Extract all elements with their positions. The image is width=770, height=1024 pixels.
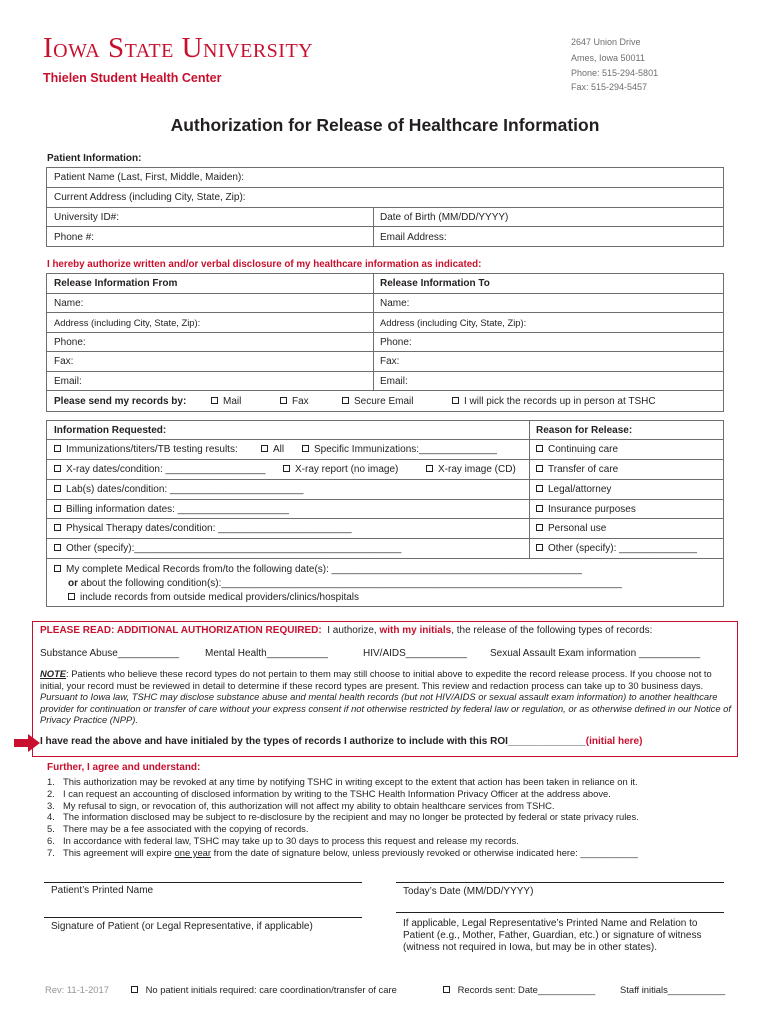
from-name-field[interactable]: Name: (54, 297, 84, 309)
form-title: Authorization for Release of Healthcare Information (170, 115, 600, 135)
checkbox[interactable] (426, 465, 433, 472)
authorize-heading: I hereby authorize written and/or verbal disclosure of my healthcare information as indicated: (47, 259, 482, 270)
patient-info-table (46, 167, 724, 247)
checkbox[interactable] (261, 445, 268, 452)
complete-records-option[interactable]: My complete Medical Records from/to the following date(s): _____________________________________________ (54, 564, 582, 575)
release-from-heading: Release Information From (54, 278, 178, 289)
university-id-field[interactable]: University ID#: (54, 211, 120, 223)
health-center-name: Thielen Student Health Center (43, 71, 222, 85)
checkbox[interactable] (54, 485, 61, 492)
sexual-assault-initials[interactable]: Sexual Assault Exam information ___________ (490, 648, 701, 659)
immunizations-option[interactable]: Immunizations/titers/TB testing results: (47, 440, 238, 459)
checkbox[interactable] (280, 397, 287, 404)
info-requested-heading: Information Requested: (54, 424, 167, 436)
phone-field[interactable]: Phone #: (54, 231, 95, 243)
checkbox[interactable] (131, 986, 138, 993)
records-sent-field[interactable]: Records sent: Date___________ (443, 984, 595, 995)
checkbox[interactable] (443, 986, 450, 993)
checkbox[interactable] (54, 505, 61, 512)
staff-initials-field[interactable]: Staff initials___________ (620, 984, 726, 995)
send-records-label: Please send my records by: (54, 396, 187, 407)
checkbox[interactable] (452, 397, 459, 404)
additional-heading: PLEASE READ: ADDITIONAL AUTHORIZATION REQUIRED: I authorize, with my initials, the release of the following types of records: (40, 625, 653, 636)
from-fax-field[interactable]: Fax: (54, 356, 74, 367)
to-name-field[interactable]: Name: (380, 297, 410, 309)
list-item: 1. This authorization may be revoked at any time by notifying TSHC in writing except to the extent that action has been taken in reliance on it. (47, 776, 638, 787)
to-fax-field[interactable]: Fax: (380, 356, 400, 367)
checkbox[interactable] (54, 445, 61, 452)
mental-health-initials[interactable]: Mental Health___________ (205, 648, 328, 659)
dob-field[interactable]: Date of Birth (MM/DD/YYYY) (380, 211, 509, 223)
checkbox[interactable] (54, 544, 61, 551)
list-item: 4. The information disclosed may be subject to re-disclosure by the recipient and may no longer be protected by federal or state privacy rules. (47, 811, 639, 823)
to-address-field[interactable]: Address (including City, State, Zip): (380, 317, 527, 328)
current-address-field[interactable]: Current Address (including City, State, Zip): (54, 192, 246, 203)
list-item: 6. In accordance with federal law, TSHC may take up to 30 days to process this request and release my records. (47, 834, 519, 846)
address-fax: Fax: 515-294-5457 (571, 82, 648, 92)
xray-report-option[interactable]: X-ray report (no image) (276, 460, 398, 479)
immunizations-all-option[interactable]: All (254, 440, 284, 459)
reason-legal[interactable]: Legal/attorney (529, 480, 611, 499)
checkbox[interactable] (536, 524, 543, 531)
xray-dates-option[interactable]: X-ray dates/condition: __________________ (47, 460, 266, 479)
checkbox[interactable] (283, 465, 290, 472)
address-city: Ames, Iowa 50011 (571, 53, 645, 63)
substance-abuse-initials[interactable]: Substance Abuse___________ (40, 648, 180, 659)
checkbox[interactable] (54, 465, 61, 472)
send-secure-email-option[interactable]: Secure Email (335, 391, 413, 412)
reason-transfer-of-care[interactable]: Transfer of care (529, 460, 618, 479)
from-phone-field[interactable]: Phone: (54, 336, 86, 348)
from-address-field[interactable]: Address (including City, State, Zip): (54, 317, 201, 328)
release-table (46, 273, 724, 412)
reason-continuing-care[interactable]: Continuing care (529, 440, 618, 459)
reason-heading: Reason for Release: (536, 424, 633, 436)
patient-info-heading: Patient Information: (47, 153, 142, 164)
printed-name-label: Patient’s Printed Name (51, 885, 154, 896)
to-phone-field[interactable]: Phone: (380, 336, 412, 348)
other-info-option[interactable]: Other (specify):________________________________________________ (47, 539, 401, 558)
checkbox[interactable] (342, 397, 349, 404)
checkbox[interactable] (68, 593, 75, 600)
checkbox[interactable] (536, 505, 543, 512)
send-mail-option[interactable]: Mail (204, 391, 241, 412)
representative-label: If applicable, Legal Representative’s Printed Name and Relation to Patient (e.g., Mother, Father, Guardian, etc.) or signature of witness (witness not required in Iowa, but may be in other states). (403, 918, 702, 953)
reason-personal-use[interactable]: Personal use (529, 519, 606, 538)
checkbox[interactable] (536, 445, 543, 452)
send-fax-option[interactable]: Fax (273, 391, 309, 412)
patient-name-field[interactable]: Patient Name (Last, First, Middle, Maiden): (54, 172, 245, 183)
list-item[interactable]: 7. This agreement will expire one year from the date of signature below, unless previously revoked or otherwise indicated here: ___________ (47, 846, 638, 858)
list-item: 2. I can request an accounting of disclosed information by writing to the TSHC Health Information Privacy Officer at the address above. (47, 787, 611, 799)
info-requested-table (46, 420, 724, 607)
confirm-initials-line[interactable]: I have read the above and have initialed by the types of records I authorize to include with this ROI______________(initial here) (40, 736, 643, 747)
labs-option[interactable]: Lab(s) dates/condition: ________________________ (47, 480, 303, 499)
checkbox[interactable] (536, 544, 543, 551)
todays-date-line[interactable] (396, 882, 724, 883)
from-email-field[interactable]: Email: (54, 375, 82, 387)
reason-insurance[interactable]: Insurance purposes (529, 500, 636, 518)
checkbox[interactable] (54, 565, 61, 572)
condition-field[interactable]: or about the following condition(s):________________________________________________________________________ (68, 578, 622, 589)
checkbox[interactable] (536, 485, 543, 492)
checkbox[interactable] (211, 397, 218, 404)
signature-label: Signature of Patient (or Legal Representative, if applicable) (51, 921, 313, 932)
billing-option[interactable]: Billing information dates: ____________________ (47, 500, 289, 518)
note-paragraph: NOTE: Patients who believe these record types do not pertain to them may still choose to initial above to expedite the record release process. If you choose not to initial, your record must be reviewed in detail to determine if these record types are present. This review and redaction process can take up to 30 business days. Pursuant to Iowa law, TSHC may disclose substance abuse and mental health records (but not HIV/AIDS or sexual assault exam information) to another healthcare provider for continuation or transfer of care without your express consent if not otherwise restricted by federal law or regulation, or as otherwise defined in our Notice of Privacy Practice (NPP). (40, 668, 731, 725)
additional-authorization-box (32, 621, 738, 757)
address-phone: Phone: 515-294-5801 (571, 68, 659, 78)
outside-records-option[interactable]: include records from outside medical providers/clinics/hospitals (68, 592, 359, 603)
further-heading: Further, I agree and understand: (47, 762, 201, 773)
hiv-aids-initials[interactable]: HIV/AIDS___________ (363, 648, 467, 659)
agreement-list (47, 776, 727, 859)
to-email-field[interactable]: Email: (380, 375, 408, 387)
address-street: 2647 Union Drive (571, 37, 641, 47)
reason-other[interactable]: Other (specify): ______________ (529, 539, 697, 558)
email-field[interactable]: Email Address: (380, 231, 447, 243)
release-to-heading: Release Information To (380, 278, 490, 289)
no-initials-option[interactable]: No patient initials required: care coordination/transfer of care (131, 984, 397, 995)
arrow-right-icon (14, 734, 40, 752)
list-item: 5. There may be a fee associated with the copying of records. (47, 823, 309, 835)
specific-immunizations-option[interactable]: Specific Immunizations:______________ (295, 440, 497, 459)
physical-therapy-option[interactable]: Physical Therapy dates/condition: ________________________ (47, 519, 352, 538)
checkbox[interactable] (536, 465, 543, 472)
list-item: 3. My refusal to sign, or revocation of, this authorization will not affect my ability to obtain healthcare services from TSHC. (47, 799, 555, 811)
todays-date-label: Today’s Date (MM/DD/YYYY) (403, 886, 534, 897)
xray-image-option[interactable]: X-ray image (CD) (419, 460, 516, 479)
printed-name-line[interactable] (44, 882, 362, 883)
revision-date: Rev: 11-1-2017 (45, 984, 109, 995)
signature-line[interactable] (44, 917, 362, 918)
checkbox[interactable] (302, 445, 309, 452)
university-logo: Iowa State University (43, 32, 314, 64)
send-pickup-option[interactable]: I will pick the records up in person at TSHC (445, 391, 656, 412)
checkbox[interactable] (54, 524, 61, 531)
representative-line[interactable] (396, 912, 724, 913)
